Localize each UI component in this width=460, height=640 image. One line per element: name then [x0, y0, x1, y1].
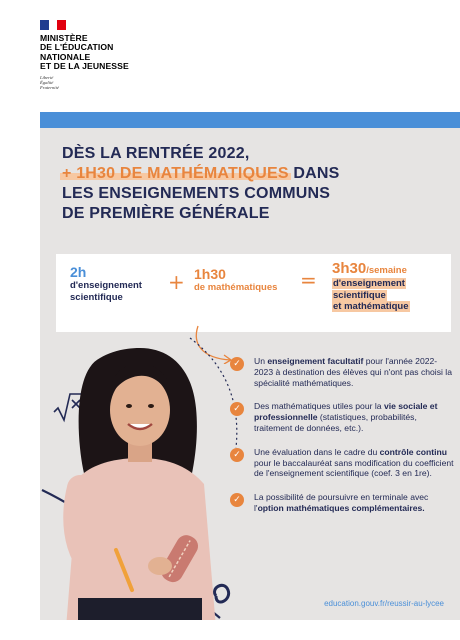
- ministry-line: MINISTÈRE: [40, 33, 88, 43]
- website-url[interactable]: education.gouv.fr/reussir-au-lycee: [324, 599, 444, 608]
- check-icon: ✓: [230, 493, 244, 507]
- motto-line: Fraternité: [40, 85, 59, 91]
- headline-line-3: LES ENSEIGNEMENTS COMMUNS: [62, 185, 331, 202]
- list-item: [230, 356, 456, 388]
- result-unit: /semaine: [366, 265, 407, 276]
- check-icon: ✓: [230, 357, 244, 371]
- result-value-row: [332, 260, 410, 278]
- list-item-text: Des mathématiques utiles pour la vie sociale et professionnelle (statistiques, probabilités, traitement de données, etc.).: [254, 401, 438, 433]
- formula-term-a: [70, 264, 142, 303]
- swirl-doodle-icon: [215, 585, 229, 602]
- ministry-line: ET DE LA JEUNESSE: [40, 61, 129, 72]
- list-item-text: La possibilité de poursuivre en terminale avec l'option mathématiques complémentaires.: [254, 492, 429, 513]
- headline-line-2: [62, 164, 392, 184]
- headline-line-2-rest: DANS: [288, 165, 340, 182]
- formula-result: [332, 260, 410, 313]
- motto-line: Liberté: [40, 74, 54, 80]
- list-item-text: Une évaluation dans le cadre du contrôle continu pour le baccalauréat sans modification du coefficient de l'enseignement scientifique (coef. 3 en 1re).: [254, 446, 454, 479]
- check-icon: ✓: [230, 402, 244, 416]
- term-b-label: de mathématiques: [194, 282, 278, 293]
- formula-card: [56, 254, 451, 332]
- ministry-logo: [40, 20, 180, 91]
- ministry-name: [40, 34, 180, 72]
- term-a-label: d'enseignement scientifique: [70, 280, 142, 303]
- list-item: [230, 401, 456, 433]
- student-photo: [40, 328, 240, 620]
- equals-sign: =: [300, 268, 317, 292]
- ministry-line: DE L'ÉDUCATION: [40, 42, 114, 53]
- motto-line: Égalité: [40, 80, 54, 86]
- term-b-value: 1h30: [194, 266, 226, 282]
- benefits-list: [230, 356, 456, 527]
- term-a-value: 2h: [70, 264, 87, 280]
- plus-sign: +: [168, 270, 185, 294]
- list-item: [230, 492, 456, 514]
- result-label: d'enseignement scientifique et mathématique: [333, 278, 409, 312]
- result-value: 3h30: [332, 260, 367, 277]
- headline-line-1: DÈS LA RENTRÉE 2022,: [62, 145, 250, 162]
- headline-line-4: DE PREMIÈRE GÉNÉRALE: [62, 205, 270, 222]
- ministry-line: NATIONALE: [40, 51, 91, 62]
- list-item-text: Un enseignement facultatif pour l'année 2022-2023 à destination des élèves qui n'ont pas choisi la spécialité mathématiques.: [254, 356, 453, 388]
- headline: [62, 144, 392, 224]
- republic-motto: [40, 75, 180, 91]
- headline-highlight: + 1H30 DE MATHÉMATIQUES: [62, 165, 289, 182]
- french-flag-icon: [40, 20, 66, 30]
- formula-term-b: [194, 266, 277, 294]
- top-stripe: [40, 112, 460, 128]
- poster-panel: [40, 128, 460, 620]
- sqrt-doodle-icon: [54, 394, 82, 420]
- list-item: [230, 447, 456, 479]
- check-icon: ✓: [230, 448, 244, 462]
